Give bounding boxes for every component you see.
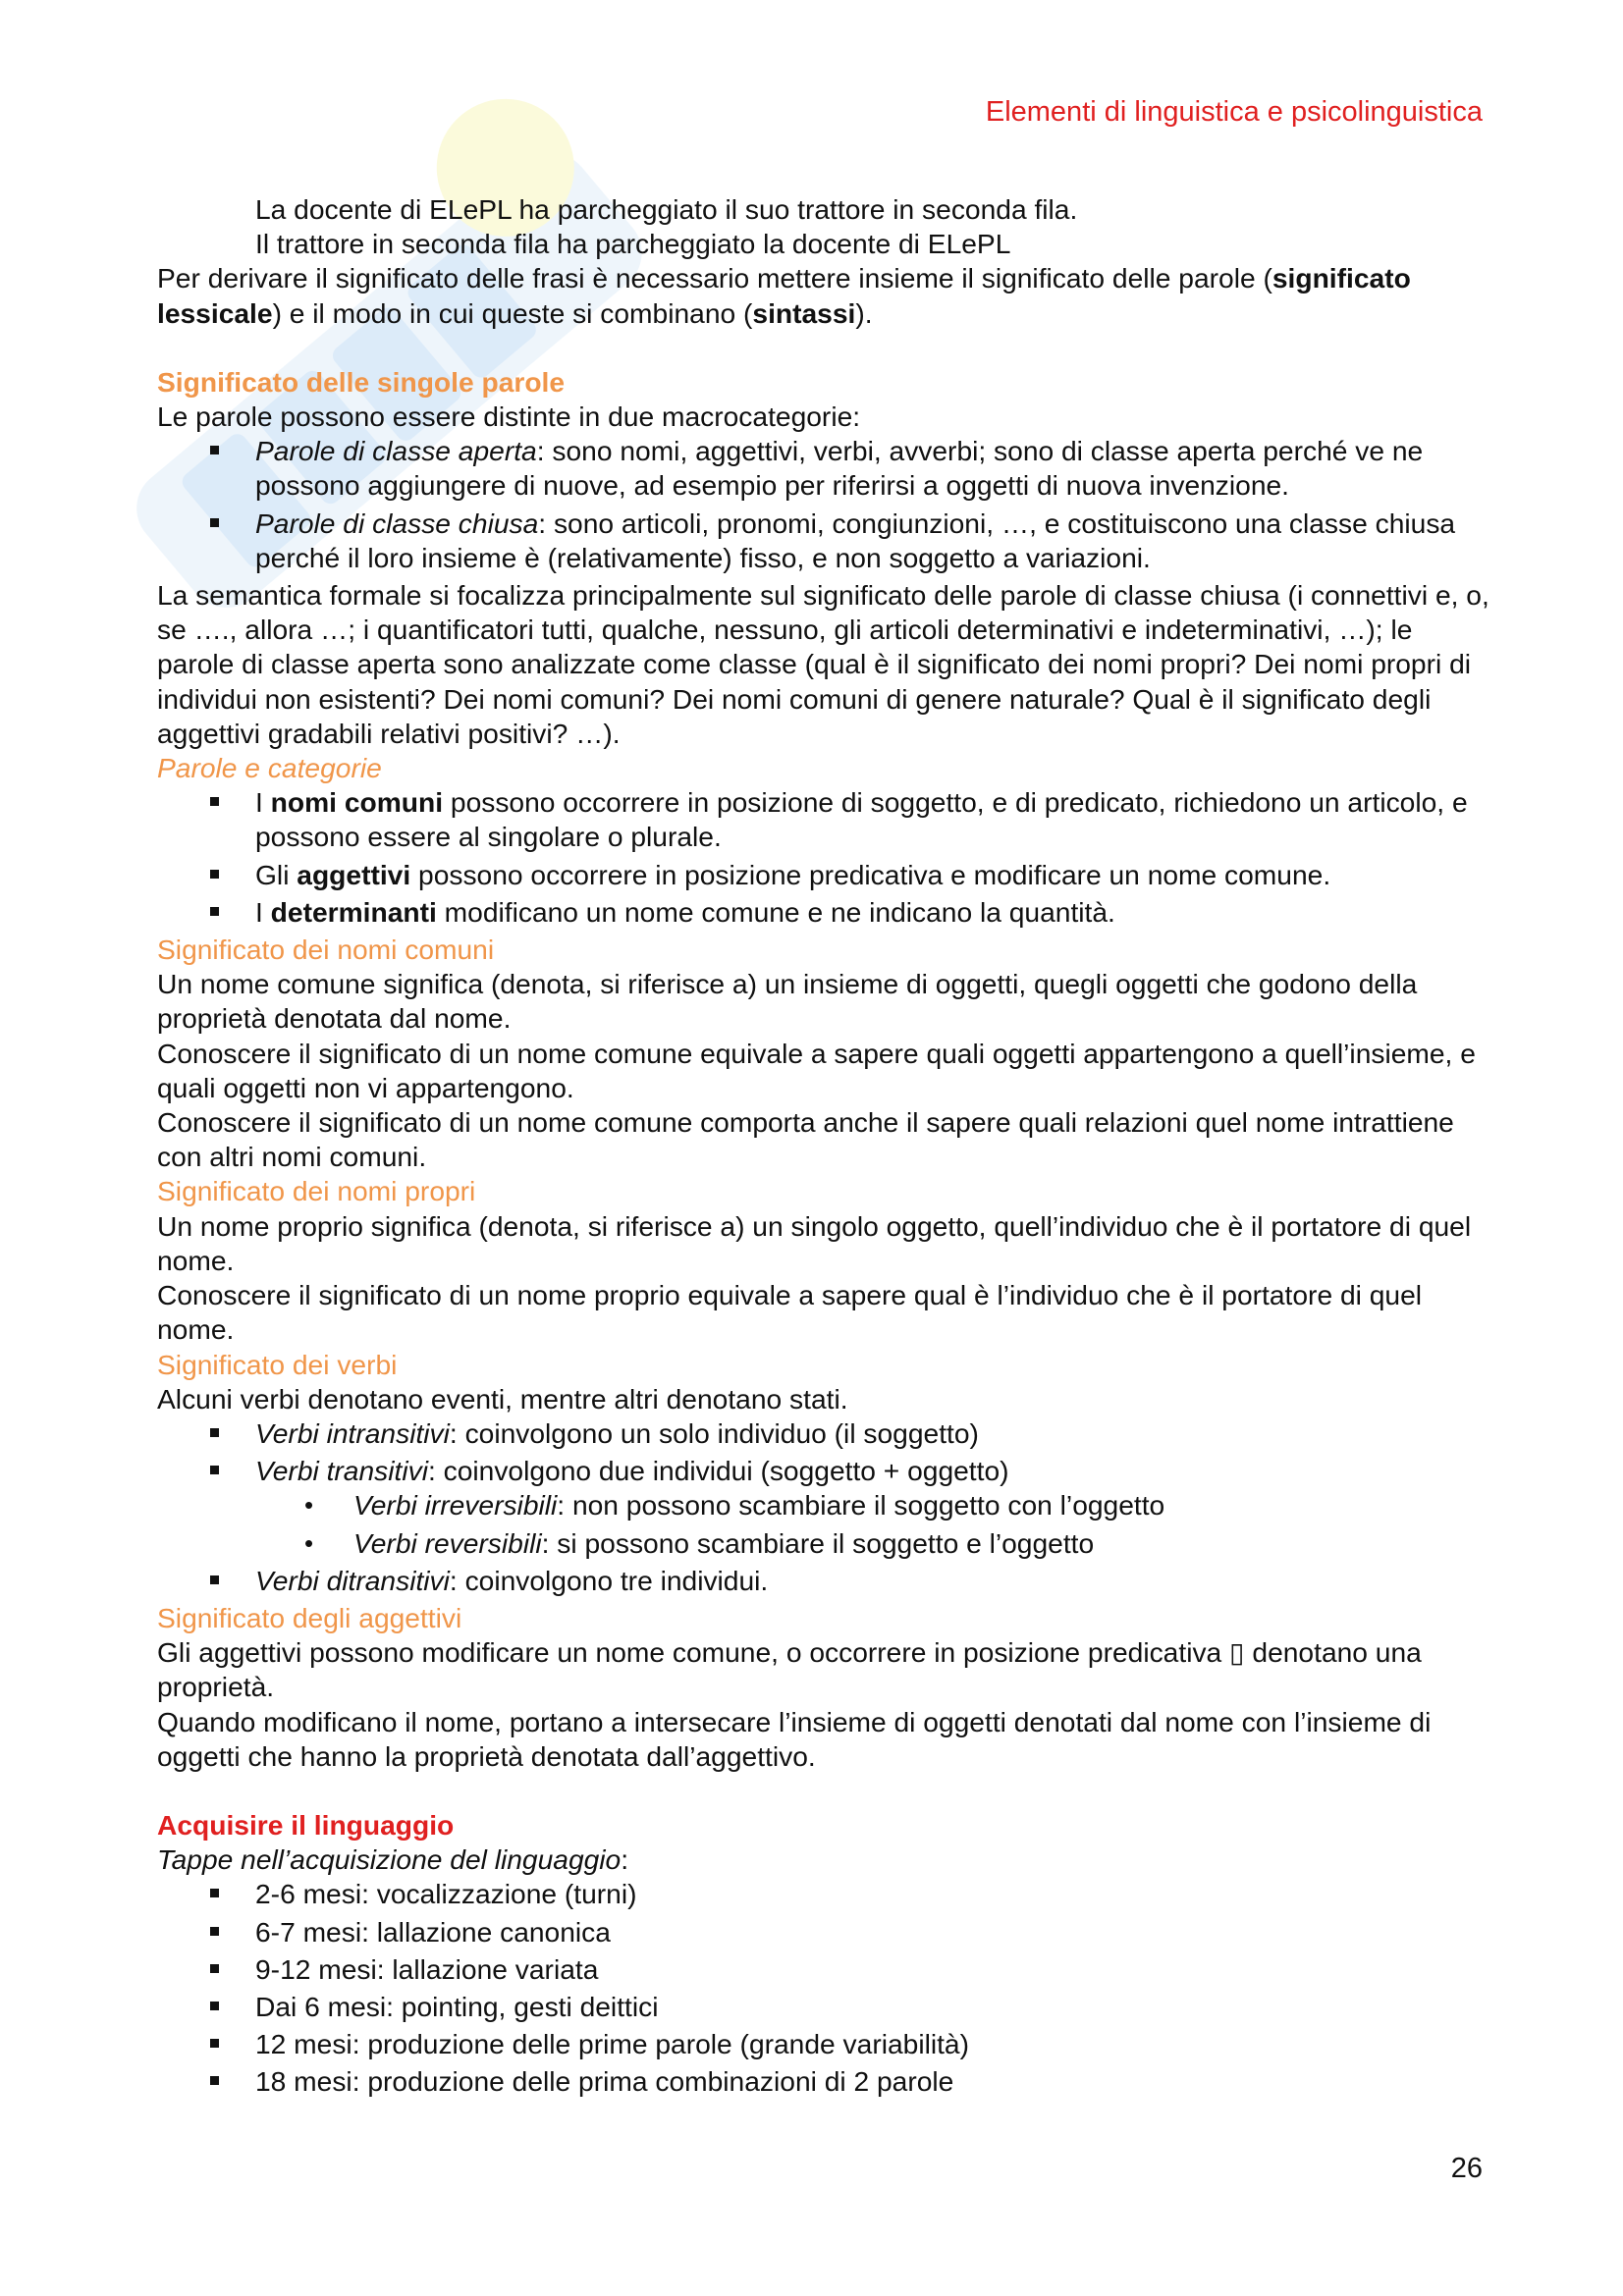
- list-item: • Verbi reversibili: si possono scambiare il soggetto e l’oggetto: [353, 1526, 1492, 1561]
- subsection-heading: Significato dei verbi: [157, 1348, 398, 1380]
- paragraph: Un nome comune significa (denota, si riferisce a) un insieme di oggetti, quegli oggetti che godono della proprietà denotata dal nome.: [157, 968, 1418, 1035]
- paragraph: La semantica formale si focalizza principalmente sul significato delle parole di classe chiusa (i connettivi e, o, se …., allora …; i quantificatori tutti, qualche, nessuno, gli articoli determinativi e indeterminativi, …); le parole di classe aperta sono analizzate come classe (qual è il significato dei nomi propri? Dei nomi propri di individui non esistenti? Dei nomi comuni? Dei nomi comuni di genere naturale? Qual è il significato degli aggettivi gradabili relativi positivi? …).: [157, 579, 1489, 749]
- list-item: Gli aggettivi possono occorrere in posizione predicativa e modificare un nome comune.: [255, 858, 1492, 892]
- list-item: 12 mesi: produzione delle prime parole (grande variabilità): [255, 2027, 1492, 2061]
- list-item: • Verbi irreversibili: non possono scambiare il soggetto con l’oggetto: [353, 1488, 1492, 1522]
- subsection-heading: Significato dei nomi propri: [157, 1175, 476, 1207]
- section-heading: Acquisire il linguaggio: [157, 1808, 455, 1841]
- page-body: [157, 192, 1492, 2103]
- bullet-list: [157, 785, 1492, 930]
- list-item: I determinanti modificano un nome comune e ne indicano la quantità.: [255, 895, 1492, 930]
- paragraph: Conoscere il significato di un nome comune equivale a sapere quali oggetti appartengono a quell’insieme, e quali oggetti non vi appartengono.: [157, 1037, 1476, 1103]
- subsection-heading: Significato dei nomi comuni: [157, 934, 495, 966]
- list-item: Verbi ditransitivi: coinvolgono tre individui.: [255, 1564, 1492, 1598]
- bullet-list: [157, 1416, 1492, 1598]
- paragraph: Conoscere il significato di un nome proprio equivale a sapere qual è l’individuo che è il portatore di quel nome.: [157, 1279, 1423, 1346]
- paragraph: Un nome proprio significa (denota, si riferisce a) un singolo oggetto, quell’individuo che è il portatore di quel nome.: [157, 1209, 1472, 1276]
- paragraph: Gli aggettivi possono modificare un nome comune, o occorrere in posizione predicativa ▯ denotano una proprietà.: [157, 1636, 1422, 1703]
- page-number: 26: [1450, 2153, 1483, 2184]
- list-item: Verbi transitivi: coinvolgono due individui (soggetto + oggetto) • Verbi irreversibili: non possono scambiare il soggetto con l’oggetto • Verbi reversibili: si possono scambiare il soggetto e l’oggetto: [255, 1454, 1492, 1561]
- subsection-heading: Parole e categorie: [157, 752, 382, 784]
- list-item: Dai 6 mesi: pointing, gesti deittici: [255, 1990, 1492, 2024]
- intro-paragraph: Per derivare il significato delle frasi è necessario mettere insieme il significato delle parole (significato lessicale) e il modo in cui queste si combinano (sintassi).: [157, 262, 1411, 329]
- paragraph: Conoscere il significato di un nome comune comporta anche il sapere quali relazioni quel nome intrattiene con altri nomi comuni.: [157, 1106, 1454, 1173]
- sub-bullet-list: [255, 1488, 1492, 1560]
- subsection-heading: Significato degli aggettivi: [157, 1601, 462, 1633]
- list-item: 9-12 mesi: lallazione variata: [255, 1952, 1492, 1987]
- running-header: Elementi di linguistica e psicolinguistica: [985, 96, 1483, 128]
- list-item: Verbi intransitivi: coinvolgono un solo individuo (il soggetto): [255, 1416, 1492, 1451]
- bullet-list: [157, 1877, 1492, 2099]
- section-heading: Significato delle singole parole: [157, 365, 566, 398]
- paragraph: Le parole possono essere distinte in due macrocategorie:: [157, 400, 861, 433]
- example-sentence: La docente di ELePL ha parcheggiato il suo trattore in seconda fila.: [255, 193, 1078, 225]
- paragraph: Alcuni verbi denotano eventi, mentre altri denotano stati.: [157, 1382, 848, 1415]
- paragraph: Quando modificano il nome, portano a intersecare l’insieme di oggetti denotati dal nome con l’insieme di oggetti che hanno la proprietà denotata dall’aggettivo.: [157, 1705, 1432, 1772]
- example-sentence: Il trattore in seconda fila ha parcheggiato la docente di ELePL: [255, 228, 1011, 260]
- list-item: 6-7 mesi: lallazione canonica: [255, 1915, 1492, 1949]
- list-item: Parole di classe chiusa: sono articoli, pronomi, congiunzioni, …, e costituiscono una classe chiusa perché il loro insieme è (relativamente) fisso, e non soggetto a variazioni.: [255, 507, 1492, 575]
- list-item: Parole di classe aperta: sono nomi, aggettivi, verbi, avverbi; sono di classe aperta perché ve ne possono aggiungere di nuove, ad esempio per riferirsi a oggetti di nuova invenzione.: [255, 434, 1492, 503]
- list-item: 18 mesi: produzione delle prima combinazioni di 2 parole: [255, 2064, 1492, 2099]
- list-item: 2-6 mesi: vocalizzazione (turni): [255, 1877, 1492, 1911]
- paragraph: Tappe nell’acquisizione del linguaggio:: [157, 1843, 629, 1876]
- list-item: I nomi comuni possono occorrere in posizione di soggetto, e di predicato, richiedono un articolo, e possono essere al singolare o plurale.: [255, 785, 1492, 854]
- bullet-list: [157, 434, 1492, 575]
